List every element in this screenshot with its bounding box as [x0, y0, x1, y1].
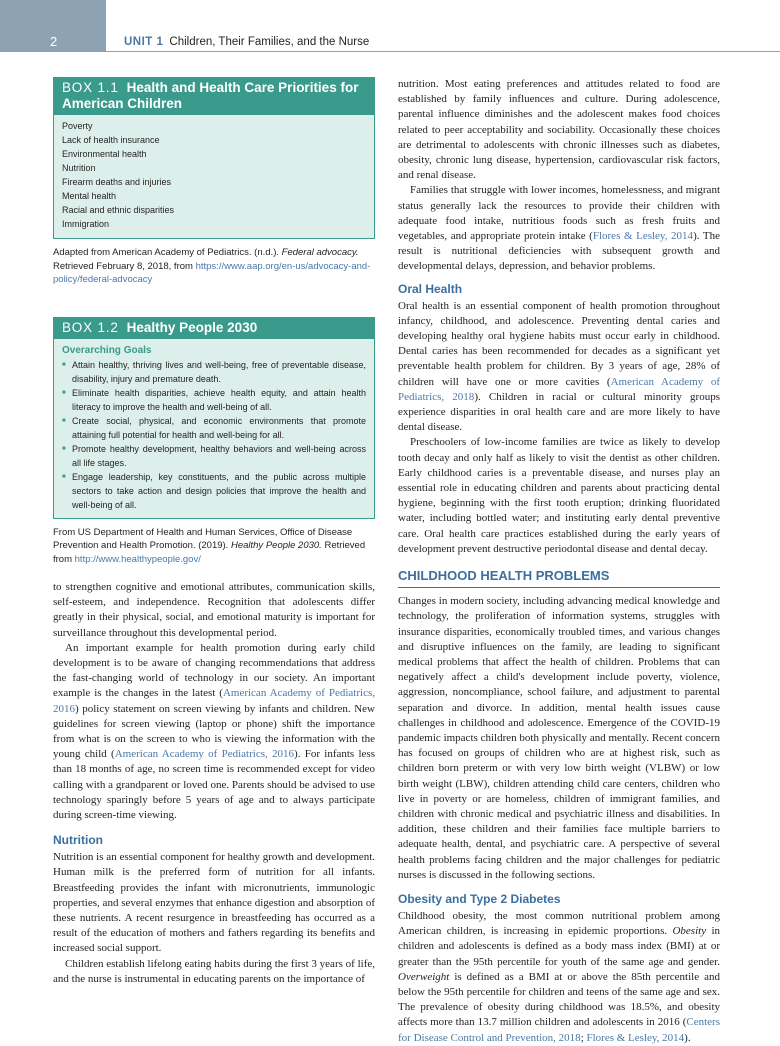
page-number: 2 — [50, 34, 58, 49]
citation-link[interactable]: American Academy of Pediatrics, 2018 — [398, 375, 721, 403]
body-paragraph: to strengthen cognitive and emotional attributes, communication skills, self-esteem, and independence. Recognition that adolescents differ greatly in their physical, social, and emotional maturity is important for surveillance throughout this developmental period. — [53, 581, 375, 639]
running-head — [124, 36, 369, 48]
box-1-2-header — [54, 318, 374, 339]
source-text: Retrieved from — [53, 540, 366, 565]
citation-link[interactable]: Flores & Lesley, 2014 — [586, 1031, 685, 1044]
box-1-2 — [53, 317, 375, 519]
paragraph-text: ). Children in racial or cultural minority groups experience disparities in oral health care and are more likely to have dental disease. — [398, 390, 720, 434]
paragraph-text: Families that struggle with lower incomes, homelessness, and migrant status generally lack the resources to provide their children with adequate food intake, nutritious foods such as fresh fruits and vegetables, and appropriate protein intake ( — [398, 184, 720, 243]
paragraph-text: is defined as a BMI at or above the 85th percentile and below the 95th percentile for children and teens of the same age and sex. The prevalence of obesity during childhood was 18.5%, and obesity affects more than 13.7 million children and adolescents in 2016 ( — [398, 970, 720, 1029]
source-text: Adapted from American Academy of Pediatrics. (n.d.). — [53, 247, 279, 258]
term-italic: Overweight — [398, 970, 450, 983]
source-italic: Healthy People 2030. — [230, 540, 322, 551]
box-1-1-item: Immigration — [62, 219, 110, 229]
box-1-1-label: BOX 1.1 — [62, 80, 119, 95]
body-paragraph — [398, 299, 720, 436]
goal-item: ■ Attain healthy, thriving lives and well-being, free of preventable disease, disability, injury and premature death. — [62, 358, 366, 386]
paragraph-text: An important example for health promotion during early child development is to be aware of changing recommendations that address the fast-changing world of technology in our society. An important example is the changes in the latest ( — [53, 641, 375, 700]
obesity-heading: Obesity and Type 2 Diabetes — [398, 891, 561, 906]
left-column — [53, 77, 375, 987]
box-1-1-item: Nutrition — [62, 163, 96, 173]
box-1-2-label: BOX 1.2 — [62, 319, 119, 335]
paragraph-text: ; — [580, 1031, 587, 1044]
section-heading: CHILDHOOD HEALTH PROBLEMS — [398, 567, 720, 588]
source-link[interactable]: http://www.healthypeople.gov/ — [74, 553, 201, 565]
body-paragraph: Preschoolers of low-income families are twice as likely to develop tooth decay and only half as likely to visit the dentist as other children. Early childhood caries is a preventable disease, and nurses play an essential role in educating children and parents about practicing dental hygiene, beginning with the first tooth eruption; drinking fluoridated water, including bottled water; and instituting early dental preventive care. Oral health care practices established during the early years of development prevent destructive periodontal disease and dental decay. — [398, 436, 720, 555]
box-1-1-item: Poverty — [62, 121, 93, 131]
nutrition-heading: Nutrition — [53, 833, 103, 848]
source-italic: Federal advocacy. — [281, 247, 359, 258]
body-paragraph — [398, 183, 720, 274]
goal-item: ■ Create social, physical, and economic environments that promote attaining full potential for health and well-being for all. — [62, 414, 366, 442]
citation-link[interactable]: American Academy of Pediatrics, 2016 — [53, 687, 375, 715]
box-1-2-source — [53, 526, 375, 567]
source-text: Retrieved February 8, 2018, from — [53, 260, 193, 272]
citation-link[interactable]: Flores & Lesley, 2014 — [592, 230, 694, 243]
header-rule — [106, 51, 780, 52]
body-paragraph — [398, 909, 720, 1046]
box-1-1-item: Environmental health — [62, 149, 147, 159]
box-1-1-body — [54, 115, 374, 238]
goal-item: ■ Engage leadership, key constituents, and the public across multiple sectors to take action and design policies that improve the health and well-being of all. — [62, 470, 366, 512]
box-1-1-item: Mental health — [62, 191, 117, 201]
paragraph-text: ) policy statement on screen viewing by infants and children. New guidelines for screen viewing (laptop or phone) shift the importance from what is on the screen to who is viewing the information with the young child ( — [53, 702, 375, 761]
box-1-1-item: Racial and ethnic disparities — [62, 205, 175, 215]
term-italic: Obesity — [672, 925, 707, 938]
goal-list — [62, 358, 366, 512]
box-1-1-title: Health and Health Care Priorities for American Children — [62, 80, 359, 111]
source-text: From US Department of Health and Human Services, Office of Disease Prevention and Health Promotion. (2019). — [53, 526, 353, 551]
box-1-1-header — [54, 78, 374, 115]
paragraph-text: Childhood obesity, the most common nutritional problem among American children, is increasing in epidemic proportions. — [398, 909, 720, 938]
box-1-1-item: Firearm deaths and injuries — [62, 177, 172, 187]
unit-label: UNIT 1 — [124, 36, 164, 48]
source-link[interactable]: https://www.aap.org/en-us/advocacy-and-policy/federal-advocacy — [53, 260, 371, 285]
box-1-2-subhead: Overarching Goals — [62, 344, 152, 356]
citation-link[interactable]: American Academy of Pediatrics, 2016 — [114, 748, 295, 761]
paragraph-text: ). For infants less than 18 months of age, no screen time is recommended except for video calling with a grandparent or loved one. Parents should be advised to use technology sparingly before 5 years of age and to always participate during screen-time viewing. — [53, 748, 375, 822]
unit-title: Children, Their Families, and the Nurse — [169, 36, 370, 48]
body-paragraph — [53, 641, 375, 823]
box-1-1 — [53, 77, 375, 239]
paragraph-text: ). — [684, 1031, 691, 1044]
box-1-2-title: Healthy People 2030 — [126, 319, 258, 335]
body-paragraph: Changes in modern society, including advancing medical knowledge and technology, the proliferation of information systems, struggles with insurance disparities, economically troubled times, and various changes and disruptive influences on the family, are leading to significant medical problems that affect the health of children. Problems that can negatively affect a child's development include poverty, violence, aggression, noncompliance, school failure, and adjustment to parental separation and divorce. In addition, mental health issues cause challenges in childhood and adolescence. Emergence of the COVID-19 pandemic impacts children both physically and mentally. Recent concern has focused on groups of children who are at highest risk, such as children born preterm or with very low birth weight (VLBW) or low birth weight (LBW), children attending child care centers, children who live in poverty or are homeless, children of immigrant families, and children with chronic medical and psychiatric illness and disabilities. In addition, these children and their families face multiple barriers to adequate health, dental, and psychiatric care. A perspective of several health problems facing children and the major challenges for pediatric nurses is discussed in the following sections. — [398, 595, 720, 881]
oral-health-heading: Oral Health — [398, 281, 463, 296]
goal-item: ■ Promote healthy development, healthy behaviors and well-being across all life stages. — [62, 442, 366, 470]
citation-link[interactable]: Centers for Disease Control and Prevention, 2018 — [398, 1016, 720, 1044]
paragraph-text: ). The result is nutritional deficiencies with subsequent growth and developmental delays, depression, and behavior problems. — [398, 230, 720, 273]
goal-item: ■ Eliminate health disparities, achieve health equity, and attain health literacy to improve the health and well-being of all. — [62, 386, 366, 414]
box-1-1-source — [53, 246, 375, 287]
body-paragraph: Children establish lifelong eating habits during the first 3 years of life, and the nurse is instrumental in educating parents on the importance of — [53, 957, 375, 985]
body-paragraph: nutrition. Most eating preferences and attitudes related to food are established by family influences and culture. During adolescence, parental influence diminishes and the adolescent makes food choices related to peer acceptability and sociability. Occasionally these choices are detrimental to adolescents with chronic illnesses such as diabetes, obesity, chronic lung disease, hypertension, cardiovascular risk factors, and renal disease. — [398, 78, 720, 182]
paragraph-text: Oral health is an essential component of health promotion throughout infancy, childhood, and adolescence. Preventing dental caries and developing healthy oral hygiene habits must occur early in childhood. Dental caries has been recommended for decades as a significant yet preventable health problem for children. By 3 years of age, 28% of children will have one or more cavities ( — [398, 299, 720, 388]
right-column — [398, 77, 720, 1046]
box-1-1-item: Lack of health insurance — [62, 135, 160, 145]
paragraph-text: in children and adolescents is defined as a body mass index (BMI) at or greater than the 95th percentile for youth of the same age and gender. — [398, 925, 720, 968]
box-1-2-body — [54, 339, 374, 518]
body-paragraph: Nutrition is an essential component for healthy growth and development. Human milk is the preferred form of nutrition for all infants. Breastfeeding provides the infant with micronutrients, immunologic properties, and several enzymes that enhance digestion and absorption of these nutrients. A recent resurgence in breastfeeding has occurred as a result of the education of mothers and fathers regarding its benefits and increased social support. — [53, 851, 375, 955]
